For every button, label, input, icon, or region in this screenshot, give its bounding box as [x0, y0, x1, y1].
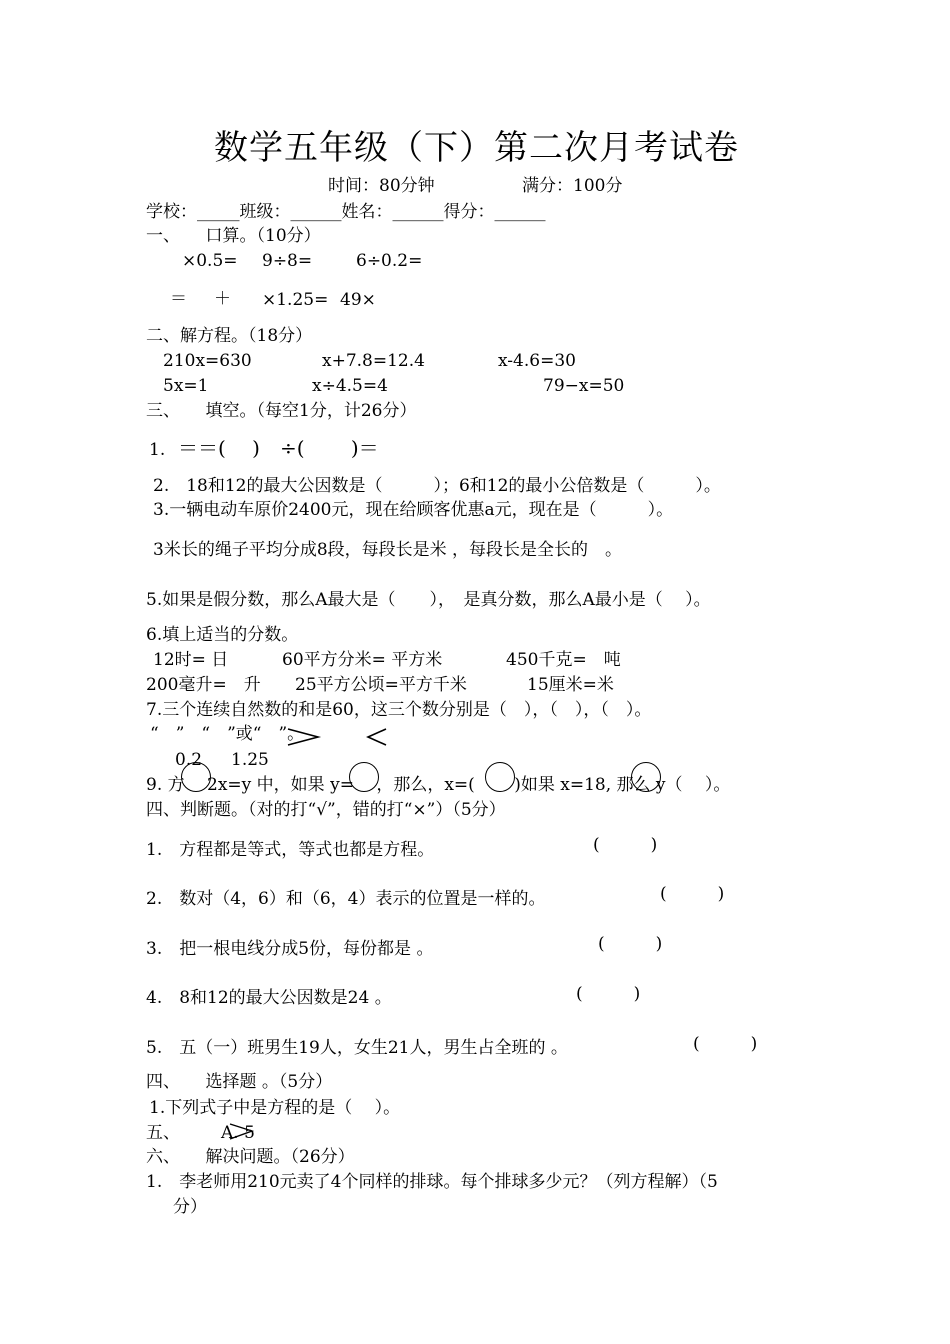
oral-calc-item: 9÷8= — [262, 251, 313, 271]
circle-blank — [349, 762, 379, 792]
judge-answer-blank: ( ) — [598, 934, 663, 954]
greater-than-sign — [286, 726, 322, 748]
fill-q7: 7.三个连续自然数的和是60，这三个数分别是（ ），（ ），（ ）。 — [146, 700, 652, 720]
unit-convert-item: 60平方分米= 平方米 — [282, 650, 443, 670]
judge-item-4: 4. 8和12的最大公因数是24 。 — [146, 988, 392, 1008]
equation-item: x-4.6=30 — [498, 351, 576, 371]
choice-option-a: A. 5 — [221, 1123, 255, 1143]
circle-blank — [485, 762, 515, 792]
fill-q1: ＝＝( ) ÷( )＝ — [178, 436, 379, 460]
oral-calc-item: 6÷0.2= — [356, 251, 423, 271]
equation-item: 5x=1 — [163, 376, 209, 396]
page-title: 数学五年级（下）第二次月考试卷 — [214, 128, 739, 168]
oral-calc-item: ＋ — [214, 289, 231, 309]
student-info-line: 学校：_____班级：______姓名：______得分：______ — [146, 202, 546, 222]
section6-heading: 六、 解决问题。（26分） — [146, 1147, 355, 1167]
judge-item-1: 1. 方程都是等式，等式也都是方程。 — [146, 840, 435, 860]
section1-heading: 一、 口算。（10分） — [146, 226, 321, 246]
equation-item: x+7.8=12.4 — [322, 351, 425, 371]
fill-q5: 5.如果是假分数，那么A最大是（ ）， 是真分数，那么A最小是（ ）。 — [146, 590, 711, 610]
equation-item: 79−x=50 — [543, 376, 625, 396]
oral-calc-item: ＝ — [170, 289, 187, 309]
less-than-sign — [366, 726, 390, 748]
judge-answer-blank: ( ) — [593, 835, 658, 855]
exam-time: 时间：80分钟 — [328, 176, 435, 196]
fill-q8: “ ” “ ”或“ ”。 — [150, 724, 305, 744]
fill-q6: 6.填上适当的分数。 — [146, 625, 299, 645]
judge-item-2: 2. 数对（4，6）和（6，4）表示的位置是一样的。 — [146, 889, 546, 909]
fill-q2: 2. 18和12的最大公因数是（ ）；6和12的最小公倍数是（ ）。 — [153, 476, 721, 496]
judge-answer-blank: ( ) — [576, 984, 641, 1004]
problem-q1: 1. 李老师用210元卖了4个同样的排球。每个排球多少元？（列方程解）（5 — [146, 1172, 718, 1192]
fill-q4: 3米长的绳子平均分成8段，每段长是米 ，每段长是全长的 。 — [153, 540, 623, 560]
section5-heading: 四、 选择题 。（5分） — [146, 1072, 333, 1092]
fill-q1-number: 1. — [149, 440, 166, 460]
fill-q9: 9. 方 2x=y 中，如果 y= ，那么，x=( )如果 x=18, 那么 y（ ）。 — [146, 775, 731, 795]
circle-blank — [181, 762, 211, 792]
fill-q3: 3.一辆电动车原价2400元，现在给顾客优惠a元，现在是（ ）。 — [153, 500, 674, 520]
compare-value: 1.25 — [231, 750, 269, 770]
oral-calc-item: 49× — [340, 290, 376, 310]
unit-convert-item: 200毫升= 升 — [146, 675, 261, 695]
oral-calc-item: ×1.25= — [262, 290, 329, 310]
greater-than-sign — [228, 1122, 258, 1142]
section2-heading: 二、解方程。（18分） — [146, 326, 313, 346]
unit-convert-item: 12时= 日 — [153, 650, 229, 670]
circle-blank — [631, 762, 661, 792]
choice-q1: 1.下列式子中是方程的是（ ）。 — [149, 1098, 401, 1118]
judge-answer-blank: ( ) — [660, 884, 725, 904]
section4-heading: 四、判断题。（对的打“√”，错的打“×”）（5分） — [146, 800, 506, 820]
choice-option-number: 五、 — [146, 1123, 180, 1143]
compare-value: 0.2 — [175, 750, 203, 770]
judge-answer-blank: ( ) — [693, 1034, 758, 1054]
section3-heading: 三、 填空。（每空1分，计26分） — [146, 401, 417, 421]
oral-calc-item: ×0.5= — [182, 251, 238, 271]
unit-convert-item: 15厘米=米 — [527, 675, 614, 695]
exam-full-score: 满分：100分 — [522, 176, 623, 196]
judge-item-3: 3. 把一根电线分成5份，每份都是 。 — [146, 939, 434, 959]
equation-item: 210x=630 — [163, 351, 252, 371]
unit-convert-item: 450千克= 吨 — [506, 650, 621, 670]
problem-q1-continued: 分） — [173, 1197, 207, 1217]
judge-item-5: 5. 五（一）班男生19人，女生21人，男生占全班的 。 — [146, 1038, 568, 1058]
equation-item: x÷4.5=4 — [312, 376, 388, 396]
unit-convert-item: 25平方公顷=平方千米 — [295, 675, 467, 695]
